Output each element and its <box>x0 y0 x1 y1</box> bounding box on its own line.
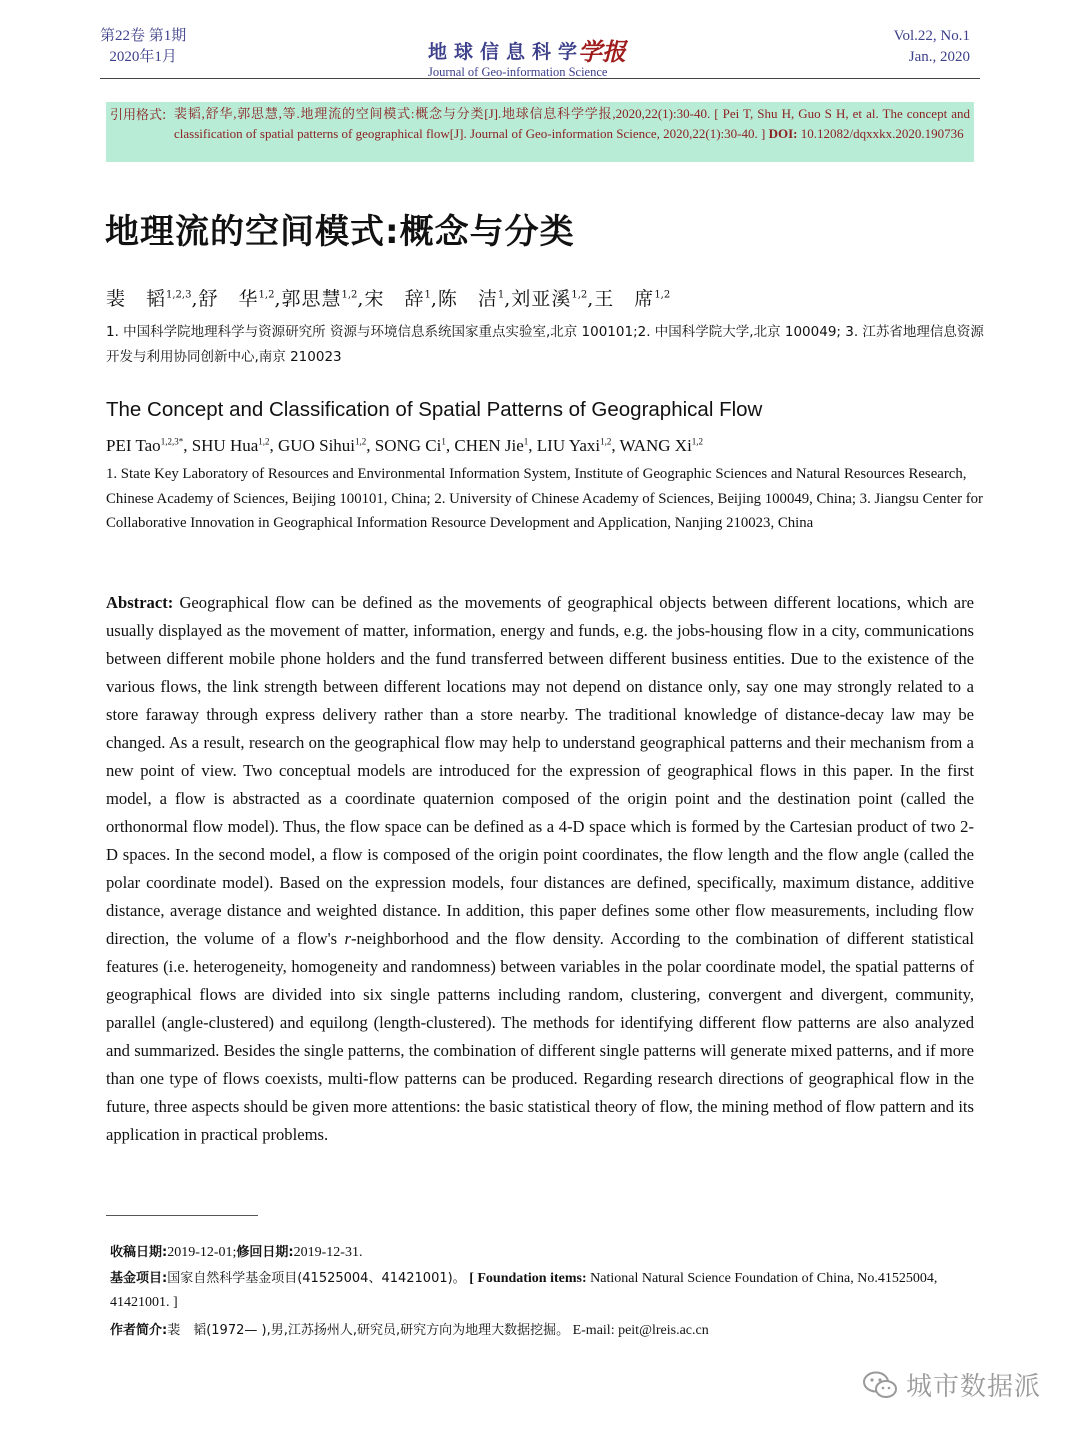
header-volume-en <box>894 26 970 68</box>
author-cn-name: 裴 韬 <box>106 288 167 310</box>
journal-logo-mark: 学报 <box>578 37 627 66</box>
author-en-affiliation-sup: 1 <box>523 436 529 447</box>
footnote-author <box>110 1319 980 1343</box>
author-cn-name: 陈 洁 <box>437 288 498 310</box>
author-en-name: GUO Sihui <box>278 436 356 455</box>
author-cn-separator: , <box>191 288 199 310</box>
fund-cn: 国家自然科学基金项目(41525004、41421001)。 <box>167 1271 466 1286</box>
abstract-text-continued: -neighborhood and the flow density. According to the combination of different statistical features (i.e. heterogeneity, homogeneity and randomness) between variables in the polar coordinate model, the spatial patterns of geographical flows are divided into six single patterns including random, clustering, convergent and divergent, community, parallel (angle-clustered) and equilong (length-clustered). The methods for identifying different flow patterns are also analyzed and summarized. Besides the single patterns, the combination of different single patterns will generate mixed patterns, and if more than one type of flows coexists, multi-flow patterns can be produced. Regarding research directions of geographical flow in the future, three aspects should be given more attentions: the basic statistical theory of flow, the mining method of flow pattern and its application in practical problems. <box>106 929 974 1144</box>
fund-en-label: [ Foundation items: <box>469 1271 587 1286</box>
author-cn-separator: , <box>504 288 512 310</box>
author-cn-separator: , <box>587 288 595 310</box>
author-cn-affiliation-sup: 1,2 <box>571 289 588 301</box>
wechat-icon <box>862 1370 898 1400</box>
header-volume-cn <box>100 26 186 68</box>
abstract-r-symbol: r <box>344 929 351 948</box>
author-en-affiliation-sup: 1,2 <box>258 436 270 447</box>
author-en-separator: , <box>611 436 620 455</box>
date-en: Jan., 2020 <box>908 49 970 65</box>
fund-en: National Natural Science Foundation of China, No.41525004, 41421001. ] <box>110 1271 938 1310</box>
doi-label: DOI: <box>768 126 798 141</box>
author-cn-name: 宋 辞 <box>364 288 425 310</box>
received-label: 收稿日期: <box>110 1245 168 1260</box>
header-divider <box>100 78 980 79</box>
author-en-affiliation-sup: 1,2 <box>355 436 367 447</box>
author-en-separator: , <box>183 436 192 455</box>
author-en-separator: , <box>366 436 375 455</box>
citation-body: 裴韬,舒华,郭思慧,等.地理流的空间模式:概念与分类[J].地球信息科学学报,2020,22(1):30-40. [ Pei T, Shu H, Guo S H, et al. The concept and classification of spatial patterns of geographical flow[J]. Journal of Geo-information Science, 2020,22(1):30-40. ] <box>174 106 970 141</box>
author-label: 作者简介: <box>110 1323 168 1338</box>
citation-box <box>106 102 974 162</box>
affiliation-cn: 1. 中国科学院地理科学与资源研究所 资源与环境信息系统国家重点实验室,北京 100101;2. 中国科学院大学,北京 100049; 3. 江苏省地理信息资源开发与利用协同创新中心,南京 210023 <box>106 324 984 365</box>
fund-label: 基金项目: <box>110 1271 168 1286</box>
author-cn-affiliation-sup: 1,2 <box>341 289 358 301</box>
author-cn-name: 王 席 <box>594 288 655 310</box>
author-cn-affiliation-sup: 1,2 <box>258 289 275 301</box>
title-en: The Concept and Classification of Spatial Patterns of Geographical Flow <box>106 398 763 421</box>
author-cn-name: 舒 华 <box>198 288 259 310</box>
watermark <box>862 1366 1041 1403</box>
author-en-separator: , <box>445 436 455 455</box>
journal-name-en: Journal of Geo-information Science <box>428 65 608 79</box>
author-en-separator: , <box>269 436 279 455</box>
author-en-separator: , <box>528 436 537 455</box>
abstract-text: Geographical flow can be defined as the movements of geographical objects between different locations, which are usually displayed as the movement of matter, information, energy and funds, e.g. the jobs-housing flow in a city, communications between different mobile phone holders and the fund transferred between different business entities. Due to the existence of the various flows, the link strength between different locations may not depend on distance only, say one may strongly related to a store faraway through express delivery rather than a store nearby. The traditional knowledge of distance-decay law may be changed. As a result, research on the geographical flow may help to understand geographical patterns and their mechanism from a new point of view. Two conceptual models are introduced for the expression of geographical flows in this paper. In the first model, a flow is abstracted as a coordinate quaternion composed of the origin point and the destination point (called the orthonormal flow model). Thus, the flow space can be defined as a 4-D space which is formed by the Cartesian product of two 2-D spaces. In the second model, a flow is composed of the origin point coordinates, the flow length and the flow angle (called the polar coordinate model). Based on the expression models, four distances are defined, specifically, maximum distance, additive distance, average distance and weighted distance. In addition, this paper defines some other flow measurements, including flow direction, the volume of a flow's <box>106 593 974 948</box>
author-en-name: PEI Tao <box>106 436 161 455</box>
revised-label: 修回日期: <box>236 1245 294 1260</box>
journal-name-cn: 地球信息科学 <box>428 41 585 63</box>
journal-masthead <box>428 30 688 80</box>
abstract <box>106 589 974 1149</box>
author-email[interactable]: E-mail: peit@lreis.ac.cn <box>572 1323 709 1338</box>
author-en-name: WANG Xi <box>619 436 692 455</box>
author-cn-separator: , <box>357 288 365 310</box>
author-en-name: LIU Yaxi <box>536 436 601 455</box>
footnote-divider <box>106 1215 258 1216</box>
author-cn-affiliation-sup: 1,2,3 <box>166 289 192 301</box>
author-en-affiliation-sup: 1,2 <box>691 436 704 447</box>
author-en-affiliation-sup: 1,2 <box>600 436 612 447</box>
author-cn-affiliation-sup: 1 <box>497 289 505 301</box>
affiliation-en: 1. State Key Laboratory of Resources and Environmental Information System, Institute of Geographic Sciences and Natural Resources Research, Chinese Academy of Sciences, Beijing 100101, China; 2. University of Chinese Academy of Sciences, Beijing 100049, China; 3. Jiangsu Center for Collaborative Innovation in Geographical Information Resource Development and Application, Nanjing 210023, China <box>106 466 983 531</box>
author-cn-separator: , <box>274 288 282 310</box>
author-cn-separator: , <box>430 288 438 310</box>
volume-cn: 第22卷 第1期 <box>100 28 187 44</box>
abstract-label: Abstract: <box>106 593 174 612</box>
author-cn-affiliation-sup: 1 <box>424 289 431 301</box>
author-en-name: SHU Hua <box>191 436 259 455</box>
revised-date: 2019-12-31. <box>293 1245 363 1260</box>
authors-en <box>106 436 703 456</box>
volume-en: Vol.22, No.1 <box>893 28 970 44</box>
date-cn: 2020年1月 <box>109 49 177 65</box>
page-title: 地理流的空间模式:概念与分类 <box>105 212 575 252</box>
author-en-name: SONG Ci <box>374 436 442 455</box>
footnote-dates <box>110 1241 980 1265</box>
author-bio: 裴 韬(1972— ),男,江苏扬州人,研究员,研究方向为地理大数据挖掘。 <box>167 1323 570 1338</box>
watermark-text: 城市数据派 <box>906 1372 1042 1402</box>
citation-label: 引用格式: <box>110 108 167 123</box>
author-en-name: CHEN Jie <box>454 436 524 455</box>
authors-cn <box>106 284 670 311</box>
doi-value[interactable]: 10.12082/dqxxkx.2020.190736 <box>800 126 964 141</box>
author-en-affiliation-sup: 1 <box>441 436 446 447</box>
author-cn-affiliation-sup: 1,2 <box>654 289 671 301</box>
footnote-fund <box>110 1267 980 1315</box>
received-date: 2019-12-01; <box>167 1245 237 1260</box>
author-cn-name: 刘亚溪 <box>511 288 572 310</box>
author-cn-name: 郭思慧 <box>281 288 342 310</box>
citation-text <box>174 104 970 144</box>
author-en-affiliation-sup: 1,2,3* <box>160 436 184 447</box>
